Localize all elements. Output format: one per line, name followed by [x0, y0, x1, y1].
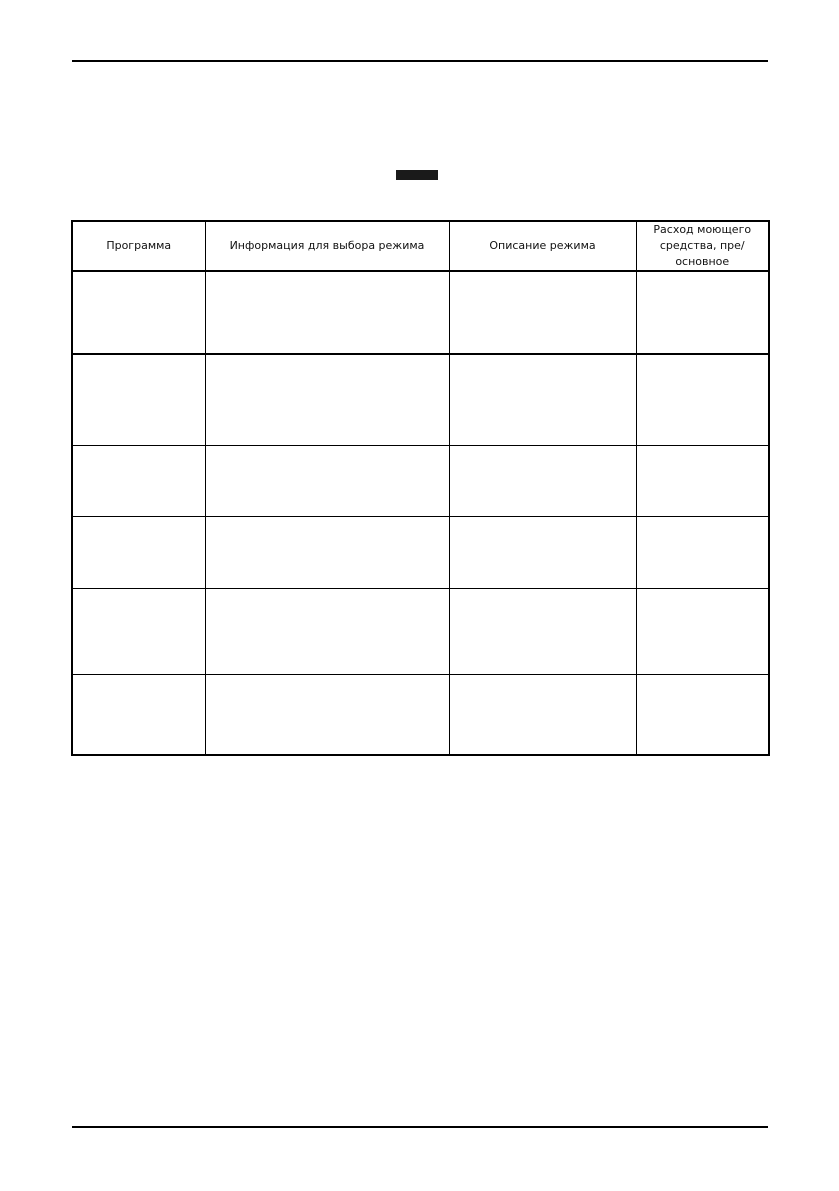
- footer-rule: [72, 1126, 768, 1128]
- cell-info: [205, 445, 449, 516]
- table-row: [72, 674, 769, 755]
- header-program: Программа: [72, 221, 205, 271]
- cell-program: [72, 271, 205, 354]
- cell-description: [449, 354, 636, 445]
- header-description: Описание режима: [449, 221, 636, 271]
- cell-info: [205, 674, 449, 755]
- table-row: [72, 516, 769, 588]
- cell-description: [449, 445, 636, 516]
- header-info: Информация для выбора режима: [205, 221, 449, 271]
- redaction-block: [396, 170, 438, 180]
- cell-description: [449, 516, 636, 588]
- cell-description: [449, 588, 636, 674]
- cell-description: [449, 674, 636, 755]
- cell-consumption: [636, 588, 769, 674]
- header-rule: [72, 60, 768, 62]
- cell-info: [205, 354, 449, 445]
- cell-consumption: [636, 354, 769, 445]
- header-consumption: Расход моющего средства, пре/основное: [636, 221, 769, 271]
- cell-description: [449, 271, 636, 354]
- cell-consumption: [636, 445, 769, 516]
- table-header-row: [72, 221, 769, 271]
- cell-consumption: [636, 271, 769, 354]
- cell-program: [72, 588, 205, 674]
- table-row: [72, 271, 769, 354]
- table-row: [72, 354, 769, 445]
- table-row: [72, 445, 769, 516]
- cell-program: [72, 516, 205, 588]
- programs-table: [71, 220, 770, 756]
- cell-info: [205, 516, 449, 588]
- cell-consumption: [636, 674, 769, 755]
- cell-info: [205, 588, 449, 674]
- cell-program: [72, 445, 205, 516]
- cell-program: [72, 354, 205, 445]
- cell-info: [205, 271, 449, 354]
- table-row: [72, 588, 769, 674]
- cell-consumption: [636, 516, 769, 588]
- cell-program: [72, 674, 205, 755]
